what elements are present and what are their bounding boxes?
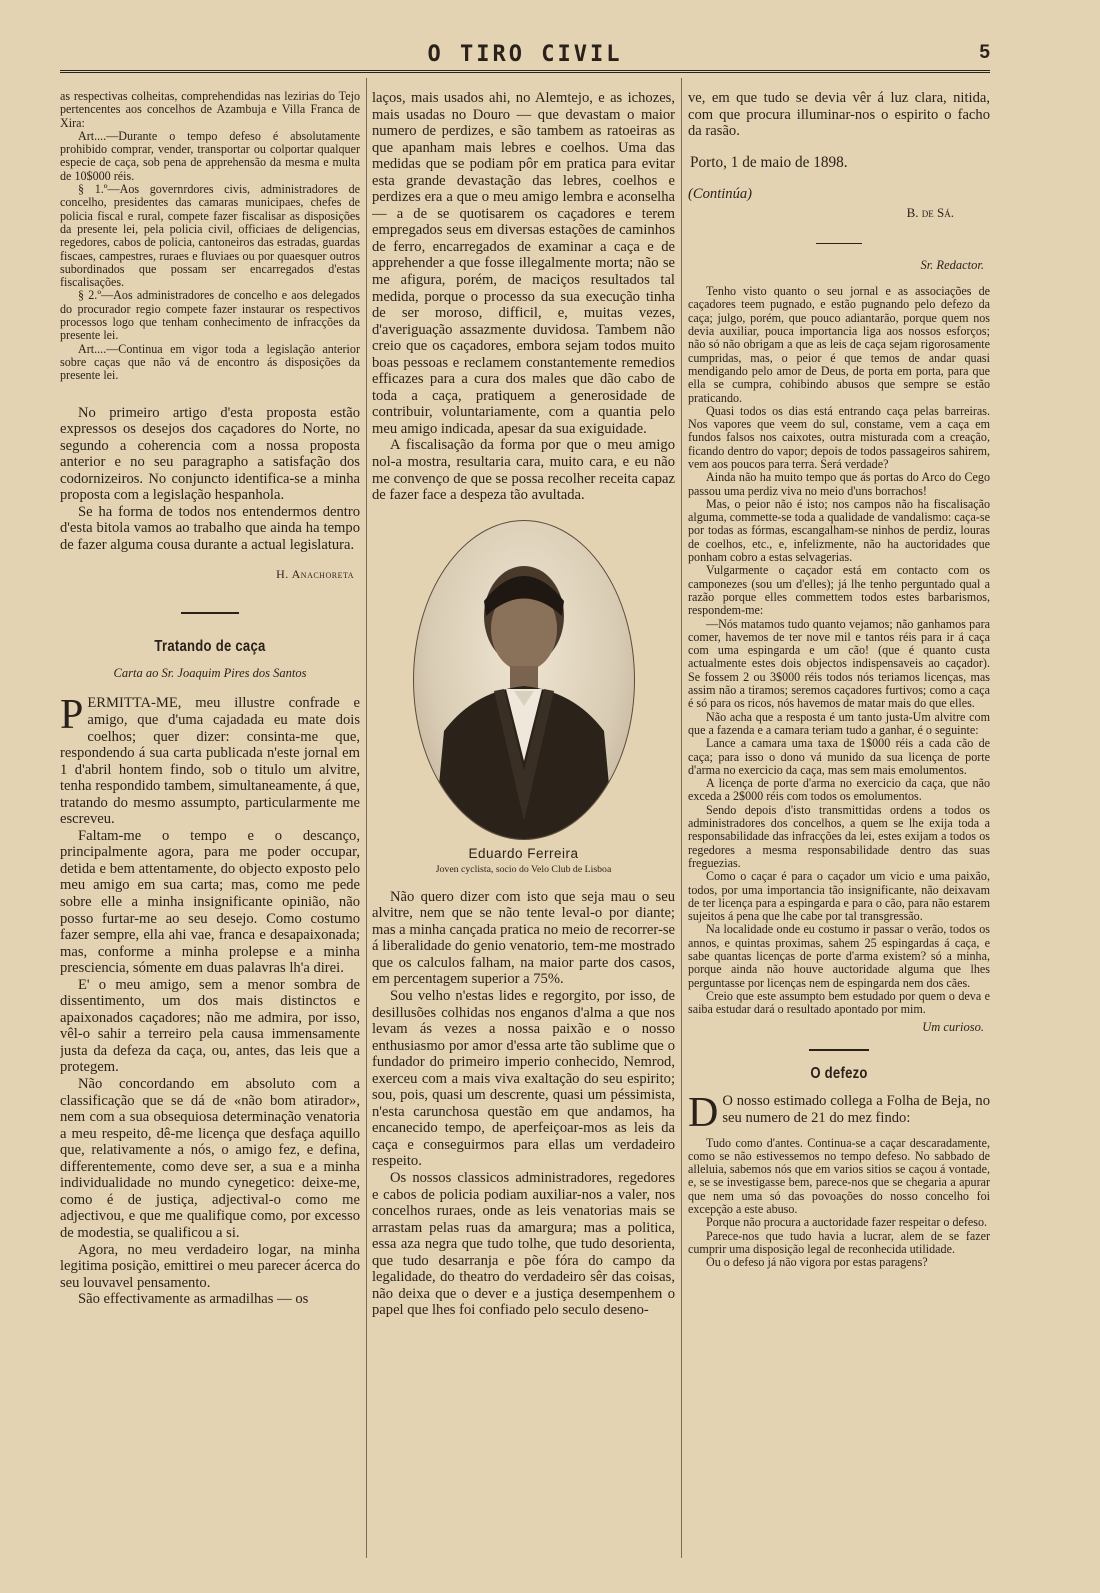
masthead <box>60 40 990 73</box>
article-paragraph: laços, mais usados ahi, no Alemtejo, e as ichozes, mais usadas no Douro — que devastam o maior numero de perdizes, e são tambem as ratoeiras as que apanham mais lebres e coelhos. Uma das medidas que se podiam pôr em pratica para evitar esta grande devastação das lebres, coelhos e perdizes era a que o meu amigo lembra e aconselha — a de se quotisarem os caçadores e terem empregados seus em diversas estações de caminhos de ferro, encarregados de examinar a caça e de apprehender a que fosse illegalmente morta; não se me afigura, porém, de maciços resultados tal medida, porque o processo da sua execução tinha de ser moroso, difficil, e, muitas vezes, d'averiguação assazmente duvidosa. Tambem não creio que os caçadores, embora sejam todos muito boas pessoas e reclamem constantemente remedios efficazes para a cura dos males que dão cabo de toda a caça, pratiquem a generosidade de contribuir, voluntariamente, com a quantia pelo meu amigo indicada, apesar da sua exiguidade. <box>372 90 675 437</box>
portrait-photo <box>413 520 635 840</box>
drop-cap: D <box>688 1090 719 1137</box>
article-subtitle: Carta ao Sr. Joaquim Pires dos Santos <box>113 666 307 681</box>
column-2 <box>372 90 675 1555</box>
column-divider <box>366 78 367 1558</box>
letter-paragraph: Vulgarmente o caçador está em contacto com os camponezes (sou um d'elles); já lhe tenho perguntado qual a razão porque elles commettem todos estes barbarismos, respondem-me: <box>688 563 990 618</box>
article-paragraph: São effectivamente as armadilhas — os <box>78 1291 309 1308</box>
quoted-paragraph: Ou o defeso já não vigora por estas paragens? <box>706 1255 928 1270</box>
article-paragraph: Os nossos classicos administradores, regedores e cabos de policia podiam auxiliar-nos a valer, nos concelhos ruraes, onde as leis venatorias mais se arrastam pelas ruas da amargura; mas a politica, essa aza negra que tudo tolhe, que tudo desorienta, que tudo desarranja e põe fóra do campo da legalidade, do theatro do verdadeiro sêr das coisas, não deixa que o dever e a justiça desempenhem o papel que lhes foi confiado pelo seculo deseno- <box>372 1169 675 1319</box>
letter-salutation: Sr. Redactor. <box>920 258 984 273</box>
article-paragraph: Não quero dizer com isto que seja mau o seu alvitre, nem que se não tente leval-o por diante; mas a minha cançada pratica no meio de recorrer-se á liberalidade do genio venatorio, tem-me mostrado que os calculos falham, na maior parte dos casos, em percentagem superior a 75%. <box>372 888 675 988</box>
photo-caption-name: Eduardo Ferreira <box>468 845 579 861</box>
section-first-text: O nosso estimado collega a Folha de Beja, no seu numero de 21 do mez findo: <box>722 1093 990 1127</box>
portrait-figure <box>372 520 675 875</box>
page-number: 5 <box>979 42 990 63</box>
letter-paragraph: Quasi todos os dias está entrando caça pelas barreiras. Nos vapores que veem do sul, constame, vem a caça em fundos falsos nos caixotes, outra misturada com a creação, ficando dentro do vapor; depois de todos passageiros sahirem, vem aos poucos para terra. Será verdade? <box>688 403 990 471</box>
article-paragraph: Agora, no meu verdadeiro logar, na minha legitima posição, emittirei o meu parecer ácerca do seu louvavel pensamento. <box>60 1241 360 1291</box>
section-rule <box>816 243 862 245</box>
law-text: § 1.º—Aos governrdores civis, administradores de concelho, presidentes das camaras municipaes, chefes de policia fiscal e rural, compete fazer fiscalisar as disposições da presente lei, pela policia civil, officiaes de deligencias, regedores, cabos de policia, cantoneiros das estradas, guardas fiscaes, campestres, ruraes e fluviaes ou por quaesquer outros subordinados que possam ser encarregados d'estas fiscalisações. <box>60 182 360 290</box>
law-text: Art....—Continua em vigor toda a legislação anterior sobre caças que não vá de encontro ás disposições da presente lei. <box>60 341 360 383</box>
column-3 <box>688 90 990 1555</box>
article-paragraph: Faltam-me o tempo e o descanço, principalmente agora, para me poder occupar, detida e bem attentamente, do objecto exposto pelo meu amigo em sua carta; mas, como me pede sobre elle a minha insignificante opinião, não posso furtar-me ao seu desejo. Como costumo fazer sempre, ella ahi vae, franca e desapaixonada; mas, conforme a minha prolepse e a minha presciencia, sómente em duas palavras lh'a direi. <box>60 827 360 977</box>
article-first-paragraph <box>60 692 360 828</box>
article-paragraph: E' o meu amigo, sem a menor sombra de dissentimento, um dos mais distinctos e apaixonados caçadores; não me admira, por isso, vêl-o sahir a terreiro pela causa immensamente justa da defeza da caça, ou, antes, das leis que a protegem. <box>60 976 360 1076</box>
letter-paragraph: Lance a camara uma taxa de 1$000 réis a cada cão de caça; para isso o dono vá munido da sua licença de porte d'arma no exercicio da caça, mas sem mais emolumentos. <box>688 736 990 777</box>
letter-paragraph: Ainda não ha muito tempo que ás portas do Arco do Cego passou uma perdiz viva no meio d'uns borrachos! <box>688 470 990 498</box>
letter-paragraph: Mas, o peior não é isto; nos campos não ha fiscalisação alguma, commette-se toda a qualidade de vandalismo: caça-se por todas as fórmas, escangalham-se ninhos de perdiz, louras de coelhos, etc., e, infelizmente, não ha auctoridades que ponham cobro a estas selvagerias. <box>688 496 990 565</box>
photo-caption-description: Joven cyclista, socio do Velo Club de Lisboa <box>435 863 612 875</box>
letter-paragraph: Tenho visto quanto o seu jornal e as associações de caçadores teem pugnado, e estão pugnando pelo defezo da caça; julgo, porém, que pouco adiantarão, porque quem nos devia auxiliar, pouca importancia liga aos nossos esforços; não só não obrigam a que as leis de caça sejam rigorosamente cumpridas, mas, o peior é que temos de andar quasi mendigando pelo amor de Deus, de porta em porta, para que ella se cumpra, cohibindo abusos que sempre se estão praticando. <box>688 284 990 405</box>
letter-paragraph: Creio que este assumpto bem estudado por quem o deva e saiba estudar dará o resultado apontado por mim. <box>688 988 990 1017</box>
signature: H. Anachoreta <box>276 567 354 582</box>
letter-paragraph: —Nós matamos tudo quanto vejamos; não ganhamos para comer, havemos de ter nove mil e tantos réis para ir á caça com uma espingarda e um cão! (que é quanto custa actualmente estes dois objectos indispensaveis ao caçador). Se fossem 2 ou 3$000 réis todos nós teriamos licenças, mas assim não a tiramos; seremos caçadores furtivos; como a caça é só para os ricos, nós havemos de matar mais do que elles. <box>688 616 990 711</box>
drop-cap: P <box>60 692 84 739</box>
body-paragraph: Se ha forma de todos nos entendermos dentro d'esta bitola vamos ao trabalho que ainda ha tempo de fazer alguma cousa durante a actual legislatura. <box>60 503 360 553</box>
article-title: Tratando de caça <box>154 638 266 656</box>
quoted-paragraph: Porque não procura a auctoridade fazer respeitar o defeso. <box>706 1215 988 1230</box>
section-title: O defezo <box>810 1065 868 1083</box>
section-rule <box>181 612 239 614</box>
portrait-illustration <box>414 521 634 839</box>
signature: B. de Sá. <box>906 204 954 220</box>
law-text: § 2.º—Aos administradores de concelho e aos delegados do procurador regio compete fazer instaurar os respectivos processos logo que tenham conhecimento de infracções da presente lei. <box>60 288 360 343</box>
quoted-paragraph: Parece-nos que tudo havia a lucrar, alem de se fazer cumprir uma disposição legal de reconhecida utilidade. <box>688 1228 990 1256</box>
column-divider <box>681 78 682 1558</box>
letter-paragraph: Sendo depois d'isto transmittidas ordens a todos os administradores dos concelhos, a quem se lhe exija toda a responsabilidade das infracções da lei, estes exijam a todos os regedores a mesma responsabilidade dentro das suas freguezias. <box>688 802 990 870</box>
law-text: as respectivas colheitas, comprehendidas nas lezirias do Tejo pertencentes aos concelhos de Azambuja e Villa Franca de Xira: <box>60 90 360 130</box>
article-paragraph: Sou velho n'estas lides e regorgito, por isso, de desillusões colhidas nos enganos d'alma a que nos levam ás vezes a nossa paixão e o nosso enthusiasmo por amor d'essa arte tão sublime que o fundador do primeiro imperio conhecido, Nemrod, exerceu com a mais viva exaltação do seu espirito; sou, pois, quasi um descrente, quasi um péssimista, n'esta carunchosa questão em que andamos, ha encanecido tempo, de aperfeiçoar-mos as leis da caça e conseguirmos para ellas um verdadeiro respeito. <box>372 987 675 1170</box>
section-rule <box>809 1049 869 1051</box>
body-paragraph: No primeiro artigo d'esta proposta estão expressos os desejos dos caçadores do Norte, no segundo a coherencia com a nossa proposta anterior e no seu paragrapho a satisfação dos codornizeiros. No conjuncto identifica-se a minha proposta com a legislação hespanhola. <box>60 404 360 504</box>
article-paragraph: Não concordando em absoluto com a classificação que se dá de «não bom atirador», nem com a sua obsequiosa determinação venatoria a meu respeito, dê-me licença que desfaça aquillo que, relativamente a nós, o amigo fez, e defina, differentemente, como deve ser, a sua e a minha individualidade no mundo cynegetico: deixe-me, como é de justiça, adjectival-o como me adjectivou, e que me qualifique como, por excesso de modestia, se qualificou a si. <box>60 1076 360 1241</box>
article-paragraph: A fiscalisação da forma por que o meu amigo nol-a mostra, resultaria cara, muito cara, e eu não me convenço de que se possa recolher receita capaz de fazer face a despeza tão avultada. <box>372 437 675 504</box>
column-1 <box>60 90 360 1555</box>
article-date: Porto, 1 de maio de 1898. <box>690 153 848 171</box>
letter-signature: Um curioso. <box>922 1020 984 1035</box>
continued-note: (Continúa) <box>688 185 753 202</box>
quoted-paragraph: Tudo como d'antes. Continua-se a caçar descaradamente, como se não estivessemos no tempo defeso. No sabbado de alleluia, sabemos nós que em varios sitios se caçou á vontade, e, se se investigasse bem, parece-nos que se chegaria a apurar que nem uma só das povoações do nosso concelho foi excepção a este abuso. <box>688 1135 990 1217</box>
article-first-text: ERMITTA-ME, meu illustre confrade e amigo, que d'uma cajadada eu mate dois coelhos; quer dizer: consinta-me que, respondendo á sua carta publicada n'este jornal em 1 d'abril hontem findo, sob o titulo um alvitre, tenha respondido tambem, simultaneamente, á que, tratando do mesmo assumpto, particularmente me escreveu. <box>60 695 360 828</box>
section-first-paragraph <box>688 1090 990 1137</box>
letter-paragraph: Como o caçar é para o caçador um vicio e uma paixão, todos, por uma importancia tão insignificante, não deixavam de ter licença para a espingarda e para o cão, para não estarem sujeitos á pena que lhe cabe por tal transgressão. <box>688 869 990 924</box>
law-text: Art....—Durante o tempo defeso é absolutamente prohibido comprar, vender, transportar ou colportar qualquer especie de caça, sob pena de apprehensão da mesma e multa de 10$000 réis. <box>60 128 360 183</box>
letter-paragraph: Não acha que a resposta é um tanto justa-Um alvitre com que a fazenda e a camara teriam tudo a ganhar, é o seguinte: <box>688 709 990 737</box>
letter-paragraph: Na localidade onde eu costumo ir passar o verão, todos os annos, e quintas proximas, sahem 25 espingardas á caça, e sabe quantas licenças de porte d'arma existem? só a minha, porque ainda não houve auctoridade alguma que lhes perguntasse por licenças nem de espingarda nem dos cães. <box>688 922 990 990</box>
newspaper-title: O TIRO CIVIL <box>427 42 623 67</box>
letter-paragraph: A licença de porte d'arma no exercicio da caça, que não exceda a 2$000 réis com todos os emolumentos. <box>688 776 990 804</box>
article-paragraph: ve, em que tudo se devia vêr á luz clara, nitida, com que procura illuminar-nos o espirito o facho da rasão. <box>688 90 990 140</box>
